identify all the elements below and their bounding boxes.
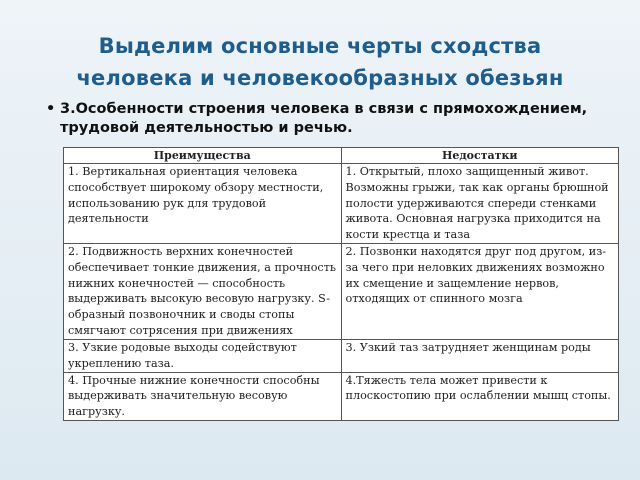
header-advantages: Преимущества xyxy=(64,148,342,164)
disadvantage-cell: 2. Позвонки находятся друг под другом, из-за чего при неловких движениях возможно их смещение и защемление нервов, отходящих от спинного мозга xyxy=(341,244,619,340)
disadvantage-cell: 3. Узкий таз затрудняет женщинам роды xyxy=(341,340,619,373)
table-row xyxy=(64,372,619,420)
table-row xyxy=(64,244,619,340)
advantage-cell: 1. Вертикальная ориентация человека способствует широкому обзору местности, использованию рук для трудовой деятельности xyxy=(64,164,342,244)
slide-title-line-2: человека и человекообразных обезьян xyxy=(76,66,564,90)
header-disadvantages: Недостатки xyxy=(341,148,619,164)
bullet-point xyxy=(46,100,616,138)
comparison-table xyxy=(63,147,619,421)
disadvantage-cell: 4.Тяжесть тела может привести к плоскостопию при ослаблении мышц стопы. xyxy=(341,372,619,420)
bullet-marker: • xyxy=(46,101,56,117)
table-row xyxy=(64,340,619,373)
bullet-text: 3.Особенности строения человека в связи с прямохождением, трудовой деятельностью и речью. xyxy=(60,101,588,136)
advantage-cell: 3. Узкие родовые выходы содействуют укреплению таза. xyxy=(64,340,342,373)
advantage-cell: 4. Прочные нижние конечности способны выдерживать значительную весовую нагрузку. xyxy=(64,372,342,420)
slide-title-line-1: Выделим основные черты сходства xyxy=(98,34,542,58)
table-row xyxy=(64,164,619,244)
table-header-row xyxy=(64,148,619,164)
advantage-cell: 2. Подвижность верхних конечностей обеспечивает тонкие движения, а прочность нижних конечностей — способность выдерживать высокую весовую нагрузку. S-образный позвоночник и своды стопы смягчают сотрясения при движениях xyxy=(64,244,342,340)
disadvantage-cell: 1. Открытый, плохо защищенный живот. Возможны грыжи, так как органы брюшной полости удерживаются спереди стенками живота. Основная нагрузка приходится на кости крестца и таза xyxy=(341,164,619,244)
slide-title xyxy=(0,30,640,94)
